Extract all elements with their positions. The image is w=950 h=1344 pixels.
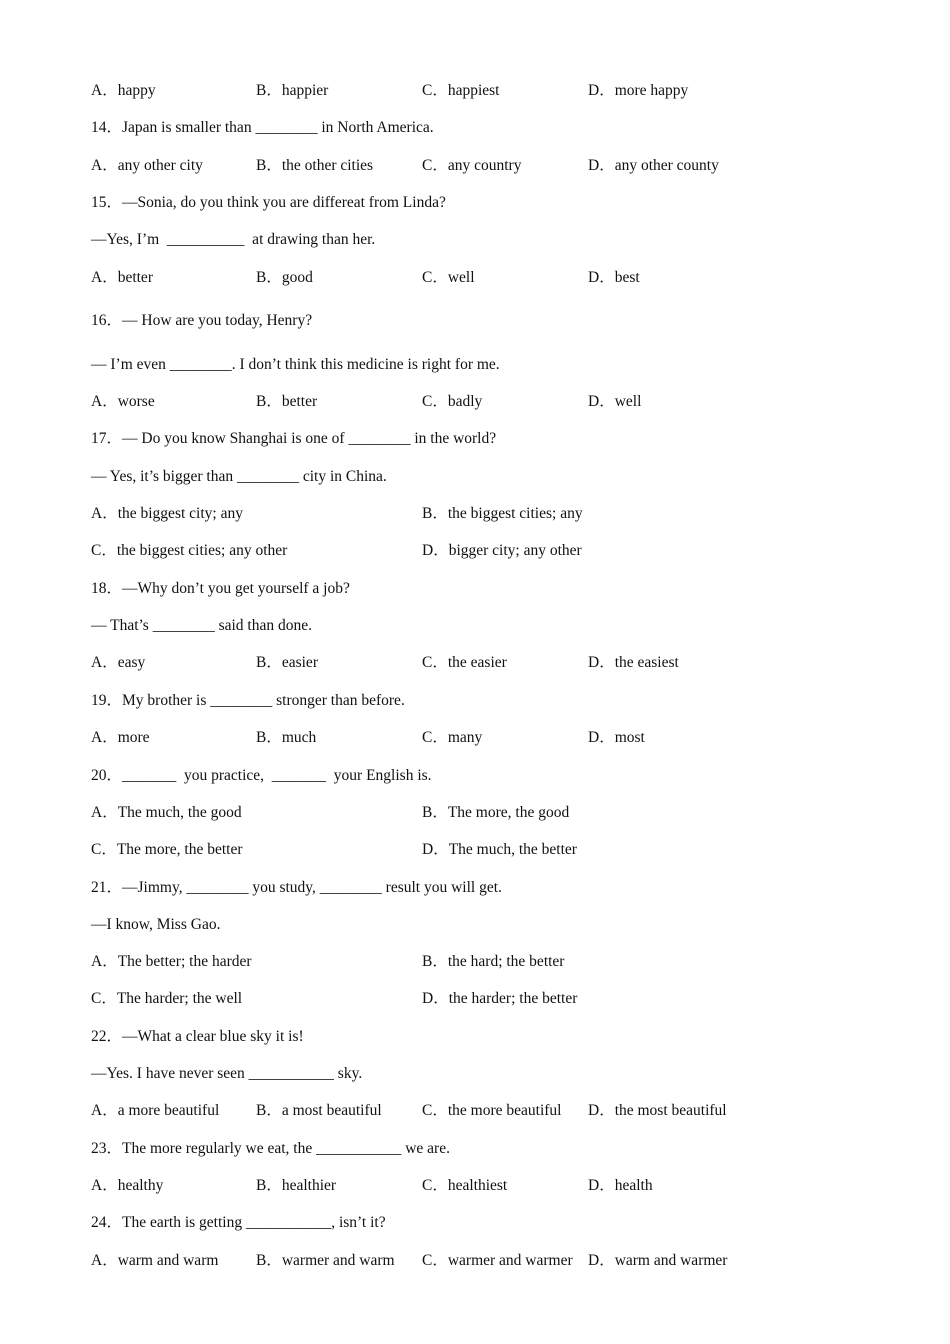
q22-option-c: C．the more beautiful bbox=[422, 1102, 562, 1119]
q21-reply: —I know, Miss Gao. bbox=[91, 916, 221, 933]
q23-option-d: D．health bbox=[588, 1177, 653, 1194]
q20-option-a: A．The much, the good bbox=[91, 804, 242, 821]
q16-stem: 16．— How are you today, Henry? bbox=[91, 312, 313, 329]
q16-option-a: A．worse bbox=[91, 393, 155, 410]
q24-option-b: B．warmer and warm bbox=[256, 1252, 395, 1269]
q17-stem: 17．— Do you know Shanghai is one of ________ in the world? bbox=[91, 430, 497, 447]
q19-option-b: B．much bbox=[256, 729, 317, 746]
q17-reply: — Yes, it’s bigger than ________ city in China. bbox=[91, 468, 387, 485]
q15-reply: —Yes, I’m __________ at drawing than her. bbox=[91, 231, 376, 248]
q20-option-b: B．The more, the good bbox=[422, 804, 570, 821]
q14-option-b: B．the other cities bbox=[256, 157, 374, 174]
q15-option-b: B．good bbox=[256, 269, 313, 286]
q24-option-a: A．warm and warm bbox=[91, 1252, 219, 1269]
q21-option-b: B．the hard; the better bbox=[422, 953, 565, 970]
q13-option-a: A．happy bbox=[91, 82, 156, 99]
q24-option-d: D．warm and warmer bbox=[588, 1252, 728, 1269]
q16-reply: — I’m even ________. I don’t think this medicine is right for me. bbox=[91, 356, 500, 373]
q24-option-c: C．warmer and warmer bbox=[422, 1252, 573, 1269]
q21-option-a: A．The better; the harder bbox=[91, 953, 252, 970]
q18-option-d: D．the easiest bbox=[588, 654, 679, 671]
q15-option-a: A．better bbox=[91, 269, 153, 286]
q18-option-c: C．the easier bbox=[422, 654, 507, 671]
q23-option-a: A．healthy bbox=[91, 1177, 164, 1194]
q22-option-a: A．a more beautiful bbox=[91, 1102, 220, 1119]
q15-option-d: D．best bbox=[588, 269, 640, 286]
q15-stem: 15．—Sonia, do you think you are differeat from Linda? bbox=[91, 194, 446, 211]
q23-option-c: C．healthiest bbox=[422, 1177, 508, 1194]
q21-option-c: C．The harder; the well bbox=[91, 990, 243, 1007]
q18-option-b: B．easier bbox=[256, 654, 318, 671]
q21-option-d: D．the harder; the better bbox=[422, 990, 578, 1007]
q22-option-b: B．a most beautiful bbox=[256, 1102, 382, 1119]
q13-option-c: C．happiest bbox=[422, 82, 500, 99]
q14-stem: 14．Japan is smaller than ________ in North America. bbox=[91, 119, 434, 136]
q14-option-d: D．any other county bbox=[588, 157, 719, 174]
q23-stem: 23．The more regularly we eat, the ___________ we are. bbox=[91, 1140, 450, 1157]
q19-stem: 19．My brother is ________ stronger than before. bbox=[91, 692, 405, 709]
q19-option-d: D．most bbox=[588, 729, 645, 746]
q23-option-b: B．healthier bbox=[256, 1177, 337, 1194]
q18-reply: — That’s ________ said than done. bbox=[91, 617, 312, 634]
q17-option-c: C．the biggest cities; any other bbox=[91, 542, 288, 559]
q13-option-d: D．more happy bbox=[588, 82, 689, 99]
q16-option-c: C．badly bbox=[422, 393, 483, 410]
q13-option-b: B．happier bbox=[256, 82, 329, 99]
q19-option-c: C．many bbox=[422, 729, 483, 746]
q14-option-c: C．any country bbox=[422, 157, 522, 174]
q24-stem: 24．The earth is getting ___________, isn’t it? bbox=[91, 1214, 386, 1231]
q18-option-a: A．easy bbox=[91, 654, 146, 671]
q22-stem: 22．—What a clear blue sky it is! bbox=[91, 1028, 304, 1045]
q22-option-d: D．the most beautiful bbox=[588, 1102, 727, 1119]
q17-option-d: D．bigger city; any other bbox=[422, 542, 582, 559]
q17-option-b: B．the biggest cities; any bbox=[422, 505, 583, 522]
q19-option-a: A．more bbox=[91, 729, 150, 746]
q18-stem: 18．—Why don’t you get yourself a job? bbox=[91, 580, 350, 597]
q17-option-a: A．the biggest city; any bbox=[91, 505, 243, 522]
q21-stem: 21．—Jimmy, ________ you study, ________ result you will get. bbox=[91, 879, 502, 896]
q15-option-c: C．well bbox=[422, 269, 475, 286]
q16-option-d: D．well bbox=[588, 393, 642, 410]
q22-reply: —Yes. I have never seen ___________ sky. bbox=[91, 1065, 363, 1082]
q20-option-c: C．The more, the better bbox=[91, 841, 243, 858]
q16-option-b: B．better bbox=[256, 393, 318, 410]
q14-option-a: A．any other city bbox=[91, 157, 203, 174]
q20-option-d: D．The much, the better bbox=[422, 841, 577, 858]
q20-stem: 20．_______ you practice, _______ your English is. bbox=[91, 767, 432, 784]
